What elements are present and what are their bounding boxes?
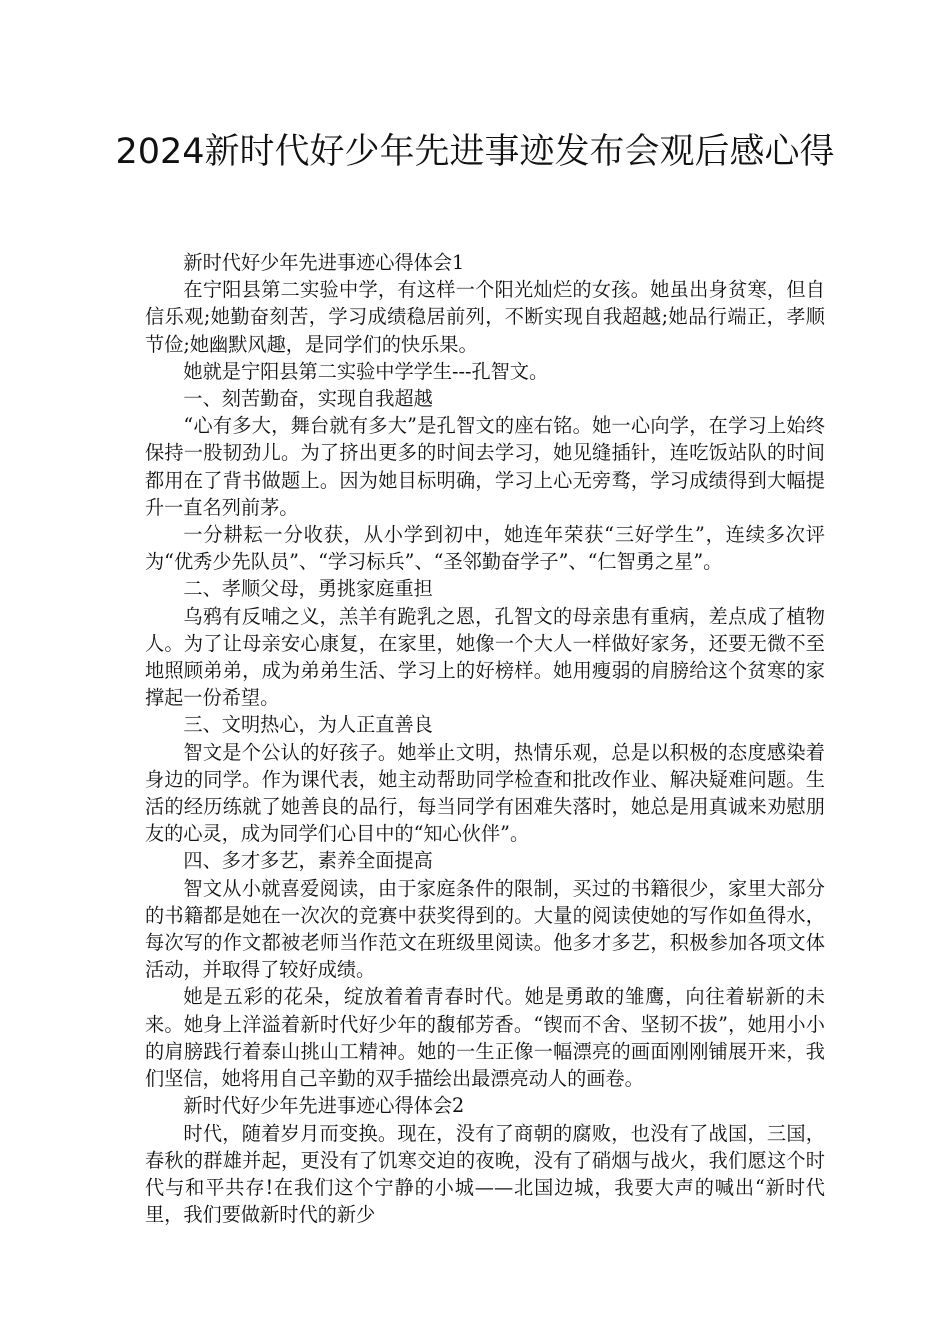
section-heading-1: 新时代好少年先进事迹心得体会1 <box>183 251 465 274</box>
paragraph-honors: 一分耕耘一分收获，从小学到初中，她连年荣获“三好学生”，连续多次评为“优秀少先队员”、“学习标兵”、“圣邻勤奋学子”、“仁智勇之星”。 <box>145 523 825 574</box>
subheading-3: 三、文明热心，为人正直善良 <box>183 713 433 737</box>
subheading-2: 二、孝顺父母，勇挑家庭重担 <box>183 577 433 601</box>
paragraph-era: 时代，随着岁月而变换。现在，没有了商朝的腐败，也没有了战国，三国，春秋的群雄并起，更没有了饥寒交迫的夜晚，没有了硝烟与战火，我们愿这个时代与和平共存!在我们这个宁静的小城——北国边城，我要大声的喊出“新时代里，我们要做新时代的新少 <box>145 1121 825 1227</box>
paragraph-study: “心有多大，舞台就有多大”是孔智文的座右铭。她一心向学，在学习上始终保持一股韧劲儿。为了挤出更多的时间去学习，她见缝插针，连吃饭站队的时间都用在了背书做题上。因为她目标明确，学习上心无旁骛，学习成绩得到大幅提升一直名列前茅。 <box>145 414 825 519</box>
paragraph-kindness: 智文是个公认的好孩子。她举止文明，热情乐观，总是以积极的态度感染着身边的同学。作为课代表，她主动帮助同学检查和批改作业、解决疑难问题。生活的经历练就了她善良的品行，每当同学有困难失落时，她总是用真诚来劝慰朋友的心灵，成为同学们心目中的“知心伙伴”。 <box>145 740 825 846</box>
paragraph-talents: 智文从小就喜爱阅读，由于家庭条件的限制，买过的书籍很少，家里大部分的书籍都是她在一次次的竞赛中获奖得到的。大量的阅读使她的写作如鱼得水，每次写的作文都被老师当作范文在班级里阅读。他多才多艺，积极参加各项文体活动，并取得了较好成绩。 <box>145 876 825 982</box>
subheading-1: 一、刻苦勤奋，实现自我超越 <box>183 387 433 411</box>
document-body <box>145 249 825 1228</box>
subheading-4: 四、多才多艺，素养全面提高 <box>183 849 433 873</box>
paragraph-intro: 在宁阳县第二实验中学，有这样一个阳光灿烂的女孩。她虽出身贫寒，但自信乐观;她勤奋刻苦，学习成绩稳居前列，不断实现自我超越;她品行端正，孝顺节俭;她幽默风趣，是同学们的快乐果。 <box>145 278 825 356</box>
section-heading-2: 新时代好少年先进事迹心得体会2 <box>183 1094 465 1118</box>
document-title: 2024新时代好少年先进事迹发布会观后感心得 <box>115 132 835 172</box>
paragraph-name: 她就是宁阳县第二实验中学学生---孔智文。 <box>183 359 549 383</box>
paragraph-conclusion: 她是五彩的花朵，绽放着着青春时代。她是勇敢的雏鹰，向往着崭新的未来。她身上洋溢着新时代好少年的馥郁芳香。“锲而不舍、坚韧不拔”，她用小小的肩膀践行着泰山挑山工精神。她的一生正像一幅漂亮的画面刚刚铺展开来，我们坚信，她将用自己辛勤的双手描绘出最漂亮动人的画卷。 <box>145 985 825 1091</box>
paragraph-family: 乌鸦有反哺之义，羔羊有跪乳之恩，孔智文的母亲患有重病，差点成了植物人。为了让母亲安心康复，在家里，她像一个大人一样做好家务，还要无微不至地照顾弟弟，成为弟弟生活、学习上的好榜样。她用瘦弱的肩膀给这个贫寒的家撑起一份希望。 <box>145 604 825 710</box>
